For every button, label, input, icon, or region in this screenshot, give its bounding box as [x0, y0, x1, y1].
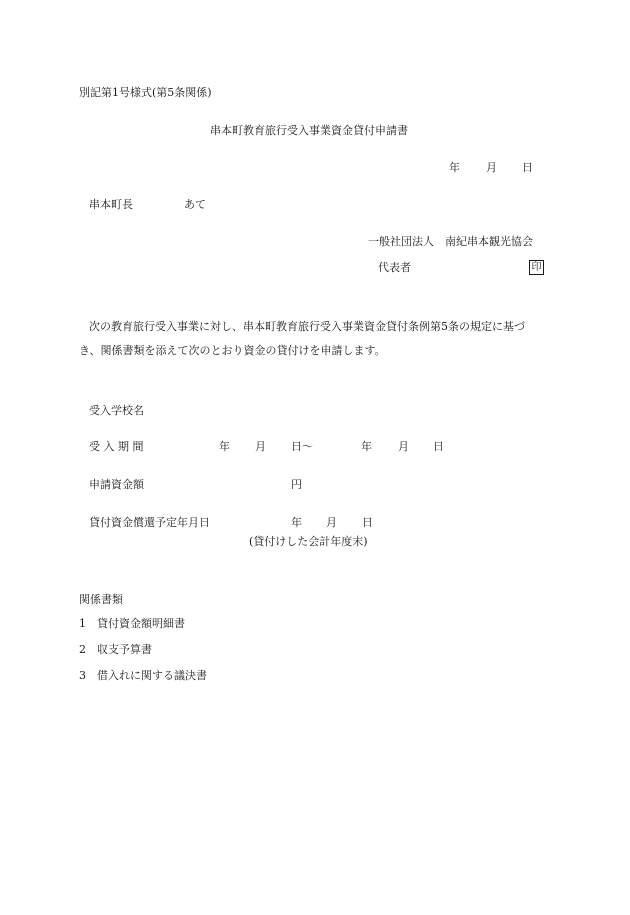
- document-title: 串本町教育旅行受入事業資金貸付申請書: [210, 124, 408, 137]
- addressee-suffix: あて: [184, 198, 206, 211]
- body-text-line-2: き、関係書類を添えて次のとおり資金の貸付けを申請します。: [79, 344, 386, 357]
- applicant-organization: 一般社団法人 南紀串本観光協会: [368, 235, 533, 248]
- repayment-date-label: 貸付資金償還予定年月日: [89, 516, 210, 529]
- amount-label: 申請資金額: [89, 478, 144, 491]
- repayment-year: 年: [291, 516, 302, 529]
- period-end-day: 日: [433, 440, 444, 453]
- document-item-1: 1 貸付資金額明細書: [79, 617, 185, 630]
- body-text-line-1: 次の教育旅行受入事業に対し、串本町教育旅行受入事業資金貸付条例第5条の規定に基づ: [89, 320, 525, 333]
- representative-label: 代表者: [378, 261, 411, 274]
- repayment-note: (貸付けした会計年度末): [249, 535, 368, 548]
- form-label: 別記第1号様式(第5条関係): [79, 86, 212, 99]
- seal-mark: 印: [529, 260, 544, 275]
- addressee-name: 串本町長: [89, 198, 133, 211]
- date-day-label: 日: [522, 161, 533, 174]
- document-item-2: 2 収支予算書: [79, 643, 152, 656]
- date-month-label: 月: [486, 161, 497, 174]
- document-item-3: 3 借入れに関する議決書: [79, 669, 207, 682]
- date-year-label: 年: [449, 161, 460, 174]
- amount-unit: 円: [291, 478, 302, 491]
- period-end-month: 月: [398, 440, 409, 453]
- period-end-year: 年: [361, 440, 372, 453]
- period-start-year: 年: [219, 440, 230, 453]
- period-start-day: 日〜: [291, 440, 313, 453]
- repayment-day: 日: [362, 516, 373, 529]
- repayment-month: 月: [326, 516, 337, 529]
- school-name-label: 受入学校名: [89, 404, 144, 417]
- related-documents-heading: 関係書類: [79, 593, 123, 606]
- period-label: 受 入 期 間: [89, 440, 144, 453]
- period-start-month: 月: [255, 440, 266, 453]
